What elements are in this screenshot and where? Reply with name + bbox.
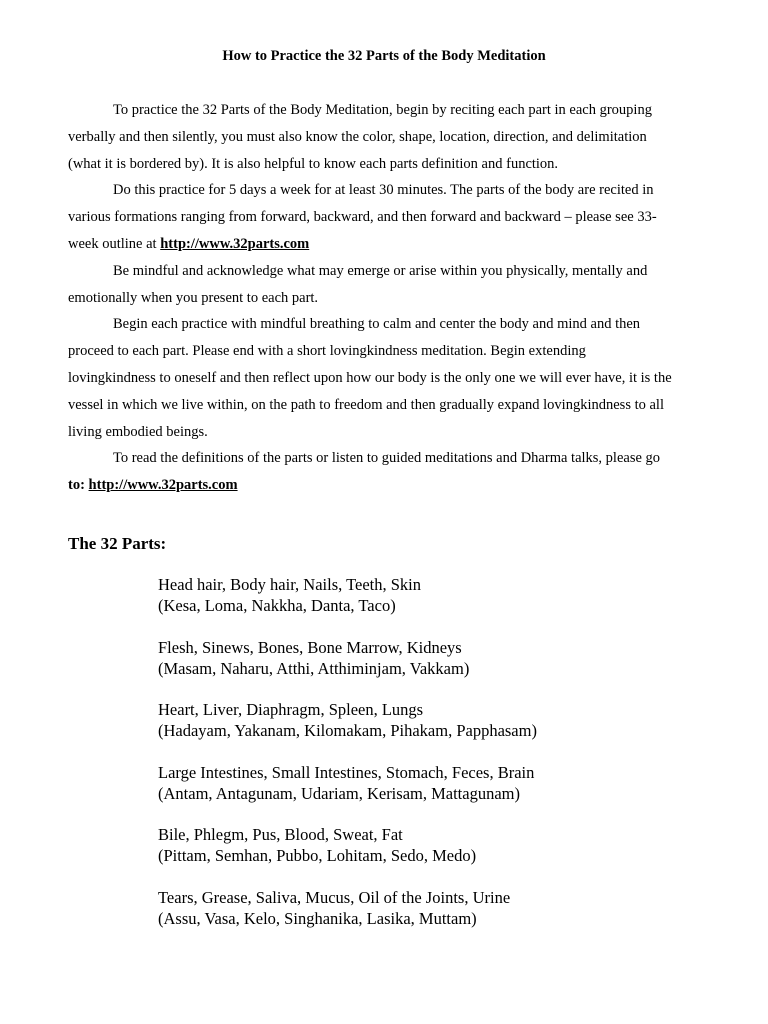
group-pali: (Antam, Antagunam, Udariam, Kerisam, Mattagunam) xyxy=(158,783,520,803)
paragraph-4 xyxy=(68,311,700,445)
paragraph-3 xyxy=(68,258,700,312)
paragraph-line xyxy=(68,472,700,499)
paragraph-5 xyxy=(68,445,700,499)
parts-group xyxy=(158,574,718,637)
group-pali: (Pittam, Semhan, Pubbo, Lohitam, Sedo, Medo) xyxy=(158,846,477,865)
parts-list xyxy=(158,574,718,949)
paragraph-line: Begin each practice with mindful breathing to calm and center the body and mind and then xyxy=(113,316,641,333)
paragraph-line xyxy=(68,231,700,258)
parts-group xyxy=(158,699,718,762)
group-english: Head hair, Body hair, Nails, Teeth, Skin xyxy=(158,575,422,594)
paragraph-line: living embodied beings. xyxy=(68,423,208,440)
document-title: How to Practice the 32 Parts of the Body Meditation xyxy=(222,48,546,64)
paragraph-line: Do this practice for 5 days a week for at least 30 minutes. The parts of the body are recited in xyxy=(113,182,654,199)
paragraph-2 xyxy=(68,177,700,257)
website-link[interactable]: http://www.32parts.com xyxy=(160,235,310,252)
group-english: Large Intestines, Small Intestines, Stomach, Feces, Brain xyxy=(158,762,535,782)
paragraph-line: proceed to each part. Please end with a short lovingkindness meditation. Begin extending xyxy=(68,343,586,360)
paragraph-line: verbally and then silently, you must also know the color, shape, location, direction, and delimitation xyxy=(68,128,647,145)
paragraph-line: (what it is bordered by). It is also helpful to know each parts definition and function. xyxy=(68,155,559,172)
parts-group xyxy=(158,637,718,700)
group-pali: (Hadayam, Yakanam, Kilomakam, Pihakam, Papphasam) xyxy=(158,721,537,740)
paragraph-line: Be mindful and acknowledge what may emerge or arise within you physically, mentally and xyxy=(113,262,648,279)
paragraph-line: lovingkindness to oneself and then reflect upon how our body is the only one we will ever have, it is the xyxy=(68,369,672,386)
paragraph-line: various formations ranging from forward, backward, and then forward and backward – please see 33- xyxy=(68,209,657,226)
group-pali: (Masam, Naharu, Atthi, Atthiminjam, Vakkam) xyxy=(158,658,470,678)
group-english: Tears, Grease, Saliva, Mucus, Oil of the Joints, Urine xyxy=(158,887,511,907)
website-link[interactable]: http://www.32parts.com xyxy=(88,477,238,494)
paragraph-line: vessel in which we live within, on the path to freedom and then gradually expand lovingkindness to all xyxy=(68,396,664,413)
section-heading: The 32 Parts: xyxy=(68,534,167,553)
paragraph-line: To read the definitions of the parts or listen to guided meditations and Dharma talks, please go xyxy=(113,450,661,467)
paragraph-line: To practice the 32 Parts of the Body Meditation, begin by reciting each part in each grouping xyxy=(113,102,652,118)
group-pali: (Kesa, Loma, Nakkha, Danta, Taco) xyxy=(158,596,396,615)
group-english: Bile, Phlegm, Pus, Blood, Sweat, Fat xyxy=(158,825,403,844)
paragraph-1 xyxy=(68,97,700,177)
parts-group xyxy=(158,887,718,950)
link-prefix: week outline at xyxy=(68,235,161,252)
link-prefix: to: xyxy=(68,477,89,494)
document-body xyxy=(68,97,700,499)
parts-group xyxy=(158,824,718,887)
group-english: Heart, Liver, Diaphragm, Spleen, Lungs xyxy=(158,700,424,719)
group-english: Flesh, Sinews, Bones, Bone Marrow, Kidneys xyxy=(158,637,462,657)
paragraph-line: emotionally when you present to each part. xyxy=(68,289,319,306)
group-pali: (Assu, Vasa, Kelo, Singhanika, Lasika, Muttam) xyxy=(158,908,477,928)
parts-group xyxy=(158,762,718,825)
